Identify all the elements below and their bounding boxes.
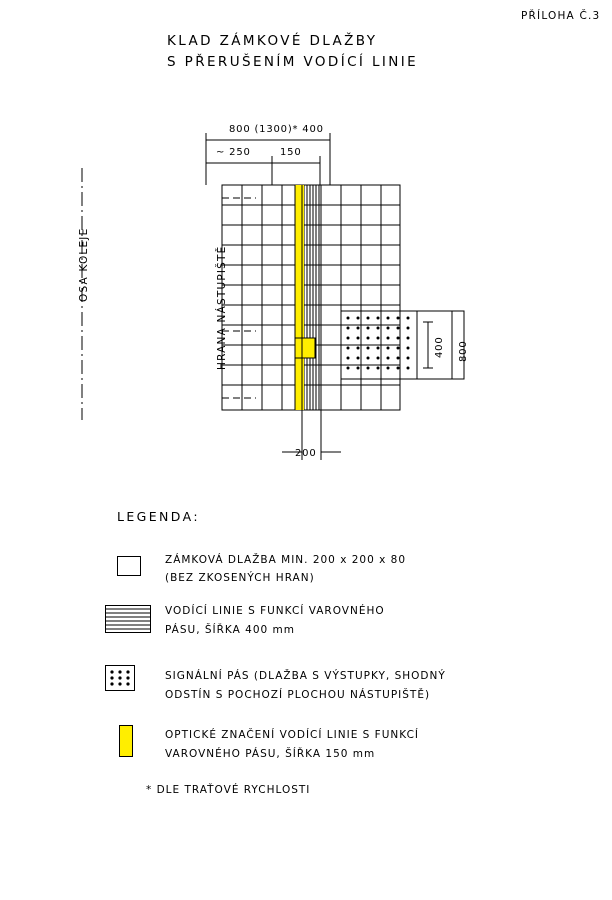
legend-swatch-paving bbox=[117, 556, 141, 576]
guideline-band bbox=[304, 185, 319, 410]
page-title-line2: S PŘERUŠENÍM VODÍCÍ LINIE bbox=[167, 54, 419, 70]
legend-swatch-guideline bbox=[105, 605, 151, 633]
dimension-top-left-label: ~ 250 bbox=[216, 147, 251, 158]
legend-item-3-line2: VAROVNÉHO PÁSU, ŠÍŘKA 150 mm bbox=[165, 748, 376, 760]
legend-item-3-line1: OPTICKÉ ZNAČENÍ VODÍCÍ LINIE S FUNKCÍ bbox=[165, 729, 419, 741]
legend-swatch-signal bbox=[105, 665, 135, 691]
paving-field bbox=[222, 185, 400, 410]
legend-item-0-line2: (BEZ ZKOSENÝCH HRAN) bbox=[165, 572, 315, 584]
legend-item-1-line2: PÁSU, ŠÍŘKA 400 mm bbox=[165, 624, 295, 636]
dimension-top-sub bbox=[206, 156, 320, 185]
legend-item-0-line1: ZÁMKOVÁ DLAŽBA MIN. 200 x 200 x 80 bbox=[165, 554, 407, 566]
legend-item-2-line1: SIGNÁLNÍ PÁS (DLAŽBA S VÝSTUPKY, SHODNÝ bbox=[165, 670, 446, 682]
legend-swatch-optical bbox=[119, 725, 133, 757]
legend-footnote: * DLE TRAŤOVÉ RYCHLOSTI bbox=[146, 784, 311, 796]
legend-item-1-line1: VODÍCÍ LINIE S FUNKCÍ VAROVNÉHO bbox=[165, 605, 385, 617]
dimension-signal-inner-label: 400 bbox=[434, 336, 445, 358]
platform-edge-label: HRANA NÁSTUPIŠTĚ bbox=[216, 245, 228, 370]
dimension-bottom-label: 200 bbox=[295, 448, 317, 459]
page-title-line1: KLAD ZÁMKOVÉ DLAŽBY bbox=[167, 33, 378, 49]
dimension-top-mid-label: 150 bbox=[280, 147, 302, 158]
legend-heading: LEGENDA: bbox=[117, 509, 200, 524]
track-axis-label: OSA KOLEJE bbox=[78, 227, 90, 302]
attachment-number: PŘÍLOHA Č.3 bbox=[521, 10, 601, 22]
dimension-signal-outer-label: 800 bbox=[458, 340, 469, 362]
optical-marking-strips bbox=[295, 185, 315, 410]
legend-item-2-line2: ODSTÍN S POCHOZÍ PLOCHOU NÁSTUPIŠTĚ) bbox=[165, 689, 431, 701]
dimension-top-main bbox=[206, 133, 330, 185]
dimension-top-main-label: 800 (1300)* 400 bbox=[229, 124, 324, 135]
